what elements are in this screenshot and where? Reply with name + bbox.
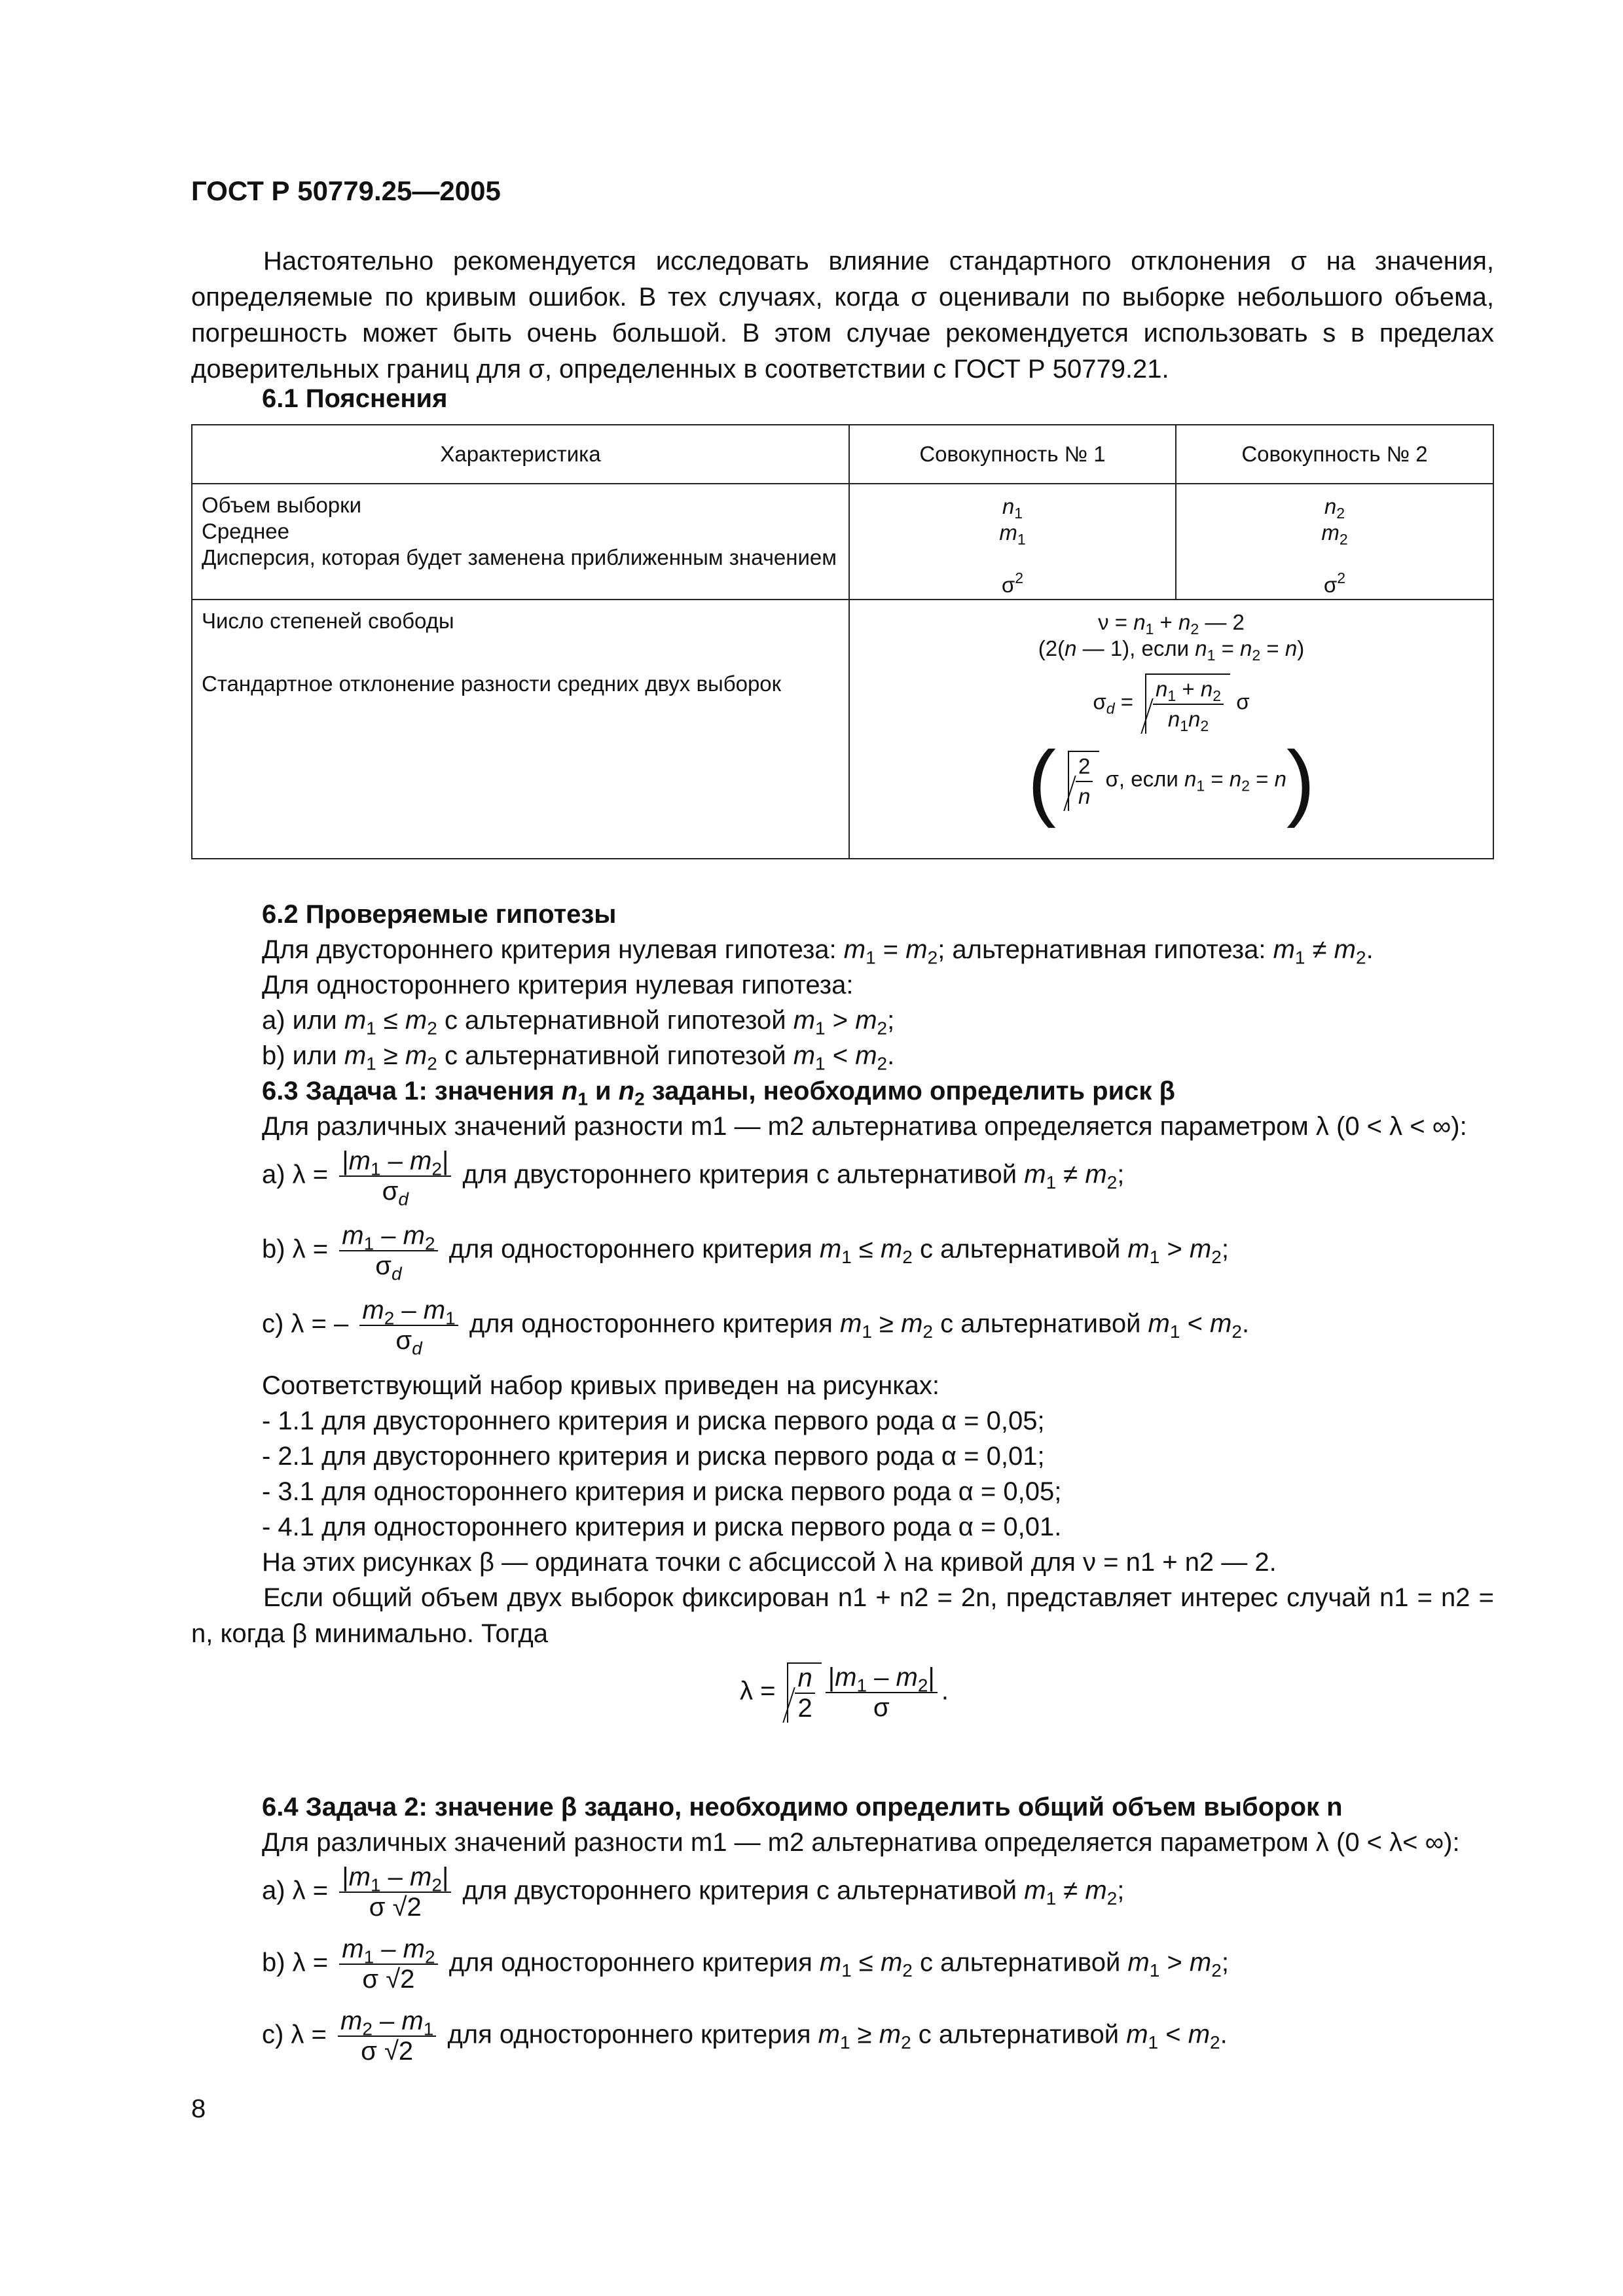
formula-6-3-a: a) λ = $\frac{|m_1 - m_2|}{\sigma_d}$ для двустороннего критерия с альтернативой $m_1 \ne m_2$;: [262, 1147, 1125, 1210]
table-header-characteristic: Характеристика: [192, 425, 849, 484]
table-row: [192, 484, 1493, 600]
hypothesis-b: b) или $m_1 \ge m_2$ с альтернативной гипотезой $m_1 < m_2$.: [262, 1041, 895, 1074]
table-row: [192, 600, 1493, 859]
table-header-population-1: Совокупность № 1: [849, 425, 1176, 484]
formula-6-4-c: c) λ = $\frac{m_2 - m_1}{\sigma √2}$ для одностороннего критерия $m_1 \ge m_2$ с альтернативой $m_1 < m_2$.: [262, 2007, 1228, 2066]
table-cell-labels: [192, 484, 849, 600]
formula-6-4-b: b) λ = $\frac{m_1 - m_2}{\sigma √2}$ для одностороннего критерия $m_1 \le m_2$ с альтернативой $m_1 > m_2$;: [262, 1935, 1229, 1994]
label-variance: Дисперсия, которая будет заменена приближенным значением: [202, 545, 837, 569]
curve-item: - 3.1 для одностороннего критерия и риска первого рода α = 0,05;: [262, 1477, 1062, 1506]
table-cell-pop1: $n_1$ $m_1$ $\sigma^2$: [849, 484, 1176, 600]
section-6-4-intro: Для различных значений разности m1 — m2 альтернатива определяется параметром λ (0 < λ< ∞):: [262, 1828, 1460, 1857]
section-6-3-intro: Для различных значений разности m1 — m2 альтернатива определяется параметром λ (0 < λ < ∞):: [262, 1112, 1467, 1141]
curve-item: - 1.1 для двустороннего критерия и риска первого рода α = 0,05;: [262, 1407, 1045, 1435]
curve-item: - 2.1 для двустороннего критерия и риска первого рода α = 0,01;: [262, 1442, 1045, 1471]
lambda-formula-equal-n: λ = $\frac{n}{2}$ $\frac{|m_1 - m_2|}{\sigma}$ .: [740, 1663, 949, 1723]
label-mean: Среднее: [202, 519, 289, 543]
section-6-2-title: 6.2 Проверяемые гипотезы: [262, 900, 617, 929]
table-cell-formulas: $\nu = n_1 + n_2$ — 2 (2(n — 1), если $n_1 = n_2 = n$) $\sigma_d$ = $\frac{n_1 + n_2}{n_1n_2}$ σ ( $\frac{2}{n}$ σ, если $n_1 = n_2 = n$): [849, 600, 1493, 859]
hypothesis-one-sided: Для одностороннего критерия нулевая гипотеза:: [262, 971, 854, 999]
table-cell-labels-2: [192, 600, 849, 859]
curves-intro: Соответствующий набор кривых приведен на рисунках:: [262, 1371, 939, 1400]
formula-6-4-a: a) λ = $\frac{|m_1 - m_2|}{\sigma √2}$ для двустороннего критерия с альтернативой $m_1 \ne m_2$;: [262, 1863, 1125, 1922]
label-degrees-of-freedom: Число степеней свободы: [202, 609, 454, 633]
table-cell-pop2: $n_2$ $m_2$ $\sigma^2$: [1176, 484, 1493, 600]
fixed-size-note: Если общий объем двух выборок фиксирован n1 + n2 = 2n, представляет интерес случай n1 = n2 = n, когда β минимально. Тогда: [191, 1583, 1494, 1648]
explanations-table: [191, 424, 1494, 859]
label-std-difference: Стандартное отклонение разности средних двух выборок: [202, 672, 782, 696]
section-6-1-title: 6.1 Пояснения: [262, 384, 448, 413]
table-header-row: [192, 425, 1493, 484]
label-sample-size: Объем выборки: [202, 493, 362, 517]
hypothesis-two-sided: Для двустороннего критерия нулевая гипотеза: $m_1 = m_2$; альтернативная гипотеза: $m_1 \ne m_2$.: [262, 935, 1374, 968]
hypothesis-a: a) или $m_1 \le m_2$ с альтернативной гипотезой $m_1 > m_2$;: [262, 1006, 895, 1039]
formula-6-3-c: c) λ = – $\frac{m_2 - m_1}{\sigma_d}$ для одностороннего критерия $m_1 \ge m_2$ с альтернативой $m_1 < m_2$.: [262, 1296, 1250, 1359]
table-header-population-2: Совокупность № 2: [1176, 425, 1493, 484]
document-number: ГОСТ Р 50779.25—2005: [191, 175, 501, 206]
ordinate-note: На этих рисунках β — ордината точки с абсциссой λ на кривой для ν = n1 + n2 — 2.: [262, 1548, 1277, 1577]
section-6-4-title: 6.4 Задача 2: значение β задано, необходимо определить общий объем выборок n: [262, 1793, 1343, 1821]
curve-item: - 4.1 для одностороннего критерия и риска первого рода α = 0,01.: [262, 1513, 1062, 1541]
intro-paragraph: Настоятельно рекомендуется исследовать влияние стандартного отклонения σ на значения, определяемые по кривым ошибок. В тех случаях, когда σ оценивали по выборке небольшого объема, погрешность может быть очень большой. В этом случае рекомендуется использовать s в пределах доверительных границ для σ, определенных в соответствии с ГОСТ Р 50779.21.: [191, 247, 1494, 384]
section-6-3-title: 6.3 Задача 1: значения $n_1$ и $n_2$ заданы, необходимо определить риск β: [262, 1077, 1175, 1109]
formula-6-3-b: b) λ = $\frac{m_1 - m_2}{\sigma_d}$ для одностороннего критерия $m_1 \le m_2$ с альтернативой $m_1 > m_2$;: [262, 1221, 1229, 1284]
page-number: 8: [191, 2094, 206, 2123]
